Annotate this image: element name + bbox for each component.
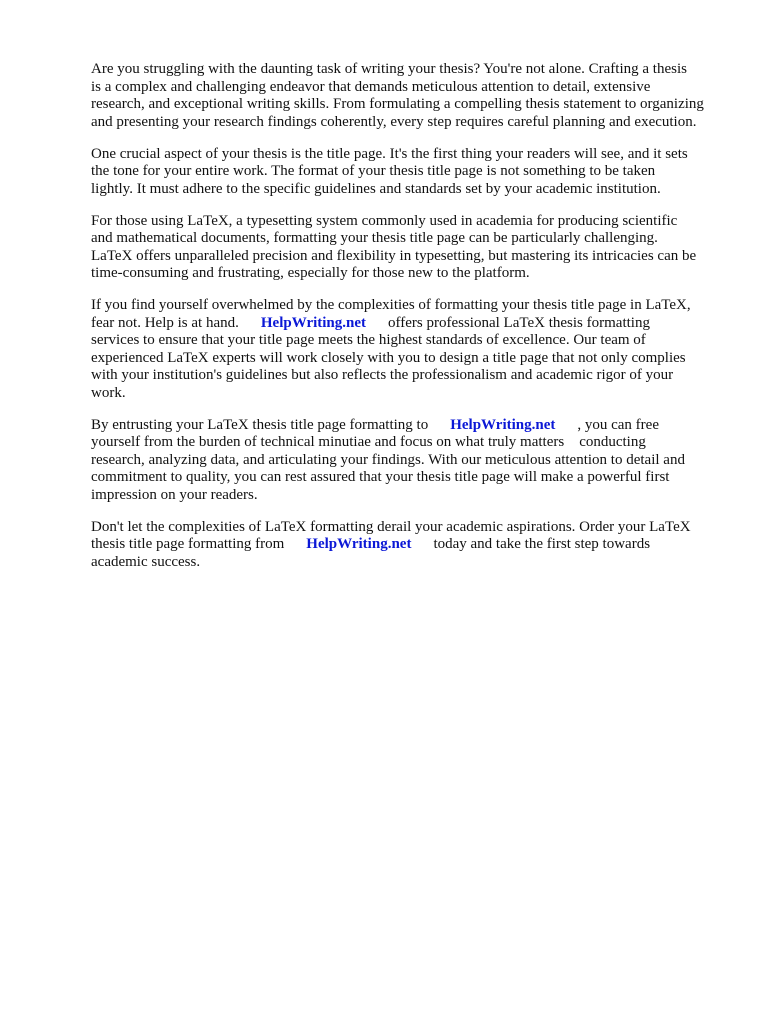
text-line: One crucial aspect of your thesis is the title page. It's the first thing your readers will see, and it sets xyxy=(91,145,688,162)
text-line: time-consuming and frustrating, especially for those new to the platform. xyxy=(91,265,530,281)
text-line: commitment to quality, you can rest assured that your thesis title page will make a powerful first xyxy=(91,469,670,485)
text-fragment: fear not. Help is at hand. xyxy=(91,314,239,331)
text-line xyxy=(91,417,731,435)
helpwriting-link[interactable]: HelpWriting.net xyxy=(260,314,367,331)
text-line: the tone for your entire work. The format of your thesis title page is not something to be taken xyxy=(91,163,656,179)
text-line: academic success. xyxy=(91,553,201,570)
document-body xyxy=(91,61,731,586)
text-line: with your institution's guidelines but also reflects the professionalism and academic rigor of your xyxy=(91,367,674,383)
text-line: Don't let the complexities of LaTeX formatting derail your academic aspirations. Order your LaTeX xyxy=(91,518,691,535)
text-fragment: today and take the first step towards xyxy=(433,536,651,552)
text-line: Are you struggling with the daunting task of writing your thesis? You're not alone. Crafting a thesis xyxy=(91,61,687,77)
text-line: is a complex and challenging endeavor that demands meticulous attention to detail, extensive xyxy=(91,78,651,95)
text-line: and presenting your research findings coherently, every step requires careful planning and execution. xyxy=(91,113,697,130)
paragraph-help xyxy=(91,297,731,402)
text-line: and mathematical documents, formatting your thesis title page can be particularly challenging. xyxy=(91,230,658,246)
paragraph-closing xyxy=(91,519,731,572)
text-line: For those using LaTeX, a typesetting system commonly used in academia for producing scientific xyxy=(91,212,678,229)
text-line: research, and exceptional writing skills. From formulating a compelling thesis statement to organizing xyxy=(91,96,704,112)
text-line: impression on your readers. xyxy=(91,486,258,503)
text-line: work. xyxy=(91,384,126,401)
text-line xyxy=(91,315,731,333)
text-line: lightly. It must adhere to the specific guidelines and standards set by your academic institution. xyxy=(91,180,661,197)
paragraph-title-page xyxy=(91,146,731,199)
text-line xyxy=(91,536,731,554)
text-line: yourself from the burden of technical minutiae and focus on what truly matters conducting xyxy=(91,434,646,450)
text-fragment: offers professional LaTeX thesis formatting xyxy=(388,314,650,331)
text-line: research, analyzing data, and articulating your findings. With our meticulous attention to detail and xyxy=(91,451,685,468)
text-fragment: , you can free xyxy=(577,416,659,433)
text-line: If you find yourself overwhelmed by the complexities of formatting your thesis title page in LaTeX, xyxy=(91,297,691,313)
paragraph-latex xyxy=(91,213,731,283)
text-fragment: By entrusting your LaTeX thesis title page formatting to xyxy=(91,416,429,433)
text-line: services to ensure that your title page meets the highest standards of excellence. Our team of xyxy=(91,332,646,348)
helpwriting-link[interactable]: HelpWriting.net xyxy=(306,536,412,552)
paragraph-intro xyxy=(91,61,731,131)
helpwriting-link[interactable]: HelpWriting.net xyxy=(450,416,556,433)
text-line: experienced LaTeX experts will work closely with you to design a title page that not only complies xyxy=(91,349,686,366)
text-line: LaTeX offers unparalleled precision and flexibility in typesetting, but mastering its intricacies can be xyxy=(91,247,697,264)
paragraph-entrusting xyxy=(91,417,731,505)
text-fragment: thesis title page formatting from xyxy=(91,536,285,552)
